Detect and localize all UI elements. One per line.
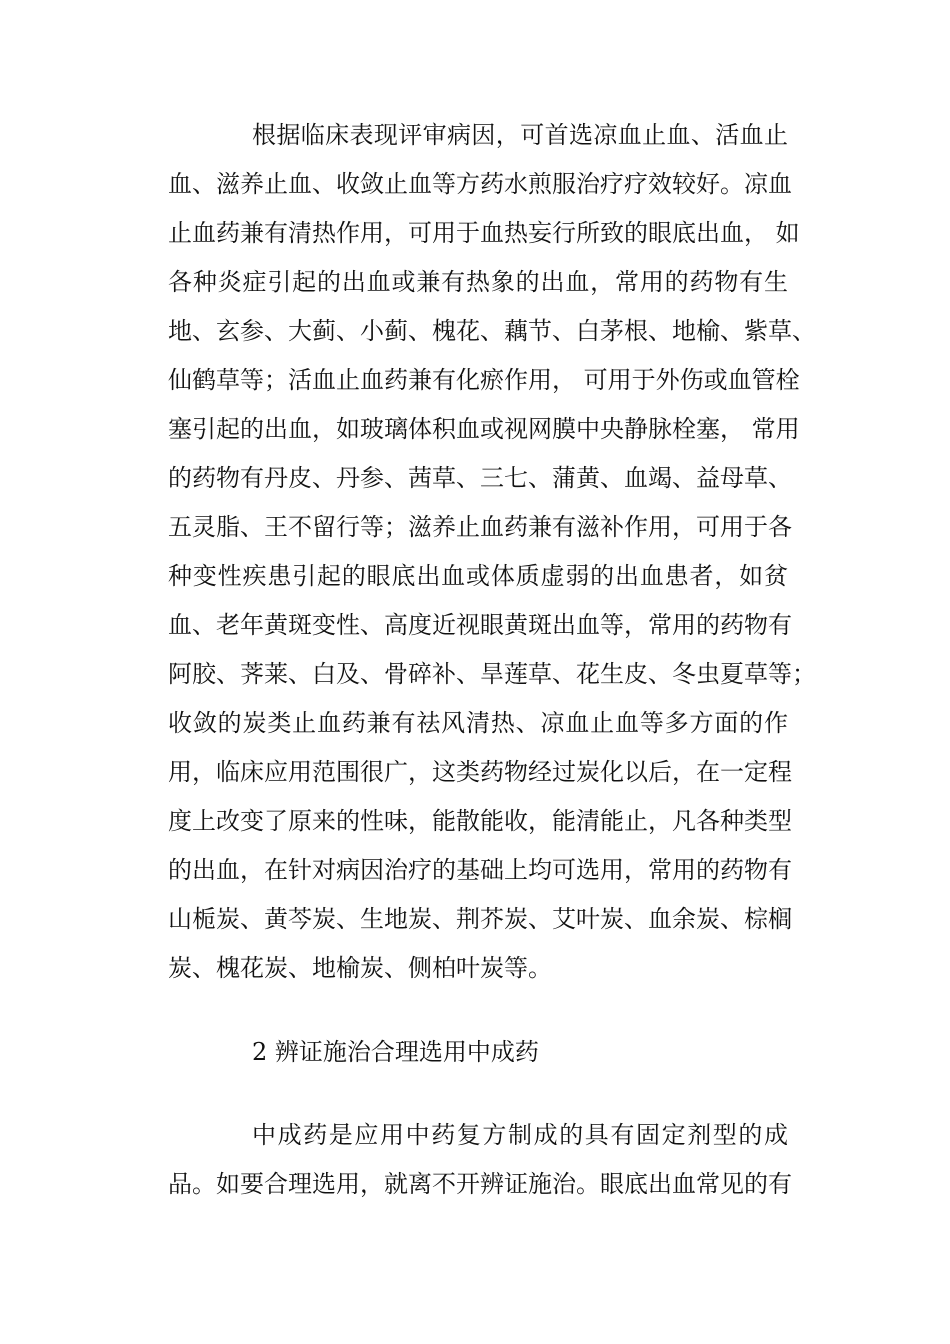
paragraph-line: 各种炎症引起的出血或兼有热象的出血，常用的药物有生 [168,268,788,296]
paragraph-line: 度上改变了原来的性味，能散能收，能清能止，凡各种类型 [168,807,792,835]
paragraph-line: 炭、槐花炭、地榆炭、侧柏叶炭等。 [168,954,552,982]
paragraph-line: 塞引起的出血，如玻璃体积血或视网膜中央静脉栓塞， 常用 [168,415,800,443]
paragraph-line: 仙鹤草等；活血止血药兼有化瘀作用， 可用于外伤或血管栓 [168,366,800,394]
paragraph-line: 止血药兼有清热作用，可用于血热妄行所致的眼底出血， 如 [168,219,800,247]
paragraph-line: 地、玄参、大蓟、小蓟、槐花、藕节、白茅根、地榆、紫草、 [168,317,816,345]
paragraph-line: 品。如要合理选用，就离不开辨证施治。眼底出血常见的有 [168,1170,792,1198]
paragraph-line: 血、滋养止血、收敛止血等方药水煎服治疗疗效较好。凉血 [168,170,792,198]
section-heading: 2 辨证施治合理选用中成药 [252,1038,539,1066]
paragraph-line: 用，临床应用范围很广，这类药物经过炭化以后，在一定程 [168,758,792,786]
paragraph-line: 的出血，在针对病因治疗的基础上均可选用，常用的药物有 [168,856,792,884]
paragraph-line: 中成药是应用中药复方制成的具有固定剂型的成 [252,1121,788,1149]
paragraph-line: 种变性疾患引起的眼底出血或体质虚弱的出血患者，如贫 [168,562,788,590]
paragraph-line: 血、老年黄斑变性、高度近视眼黄斑出血等，常用的药物有 [168,611,792,639]
paragraph-line: 的药物有丹皮、丹参、茜草、三七、蒲黄、血竭、益母草、 [168,464,792,492]
paragraph-line: 根据临床表现评审病因，可首选凉血止血、活血止 [252,121,788,149]
paragraph-line: 收敛的炭类止血药兼有祛风清热、凉血止血等多方面的作 [168,709,788,737]
paragraph-line: 阿胶、荠莱、白及、骨碎补、旱莲草、花生皮、冬虫夏草等； [168,660,816,688]
paragraph-line: 山栀炭、黄芩炭、生地炭、荆芥炭、艾叶炭、血余炭、棕榈 [168,905,792,933]
paragraph-line: 五灵脂、王不留行等；滋养止血药兼有滋补作用，可用于各 [168,513,792,541]
